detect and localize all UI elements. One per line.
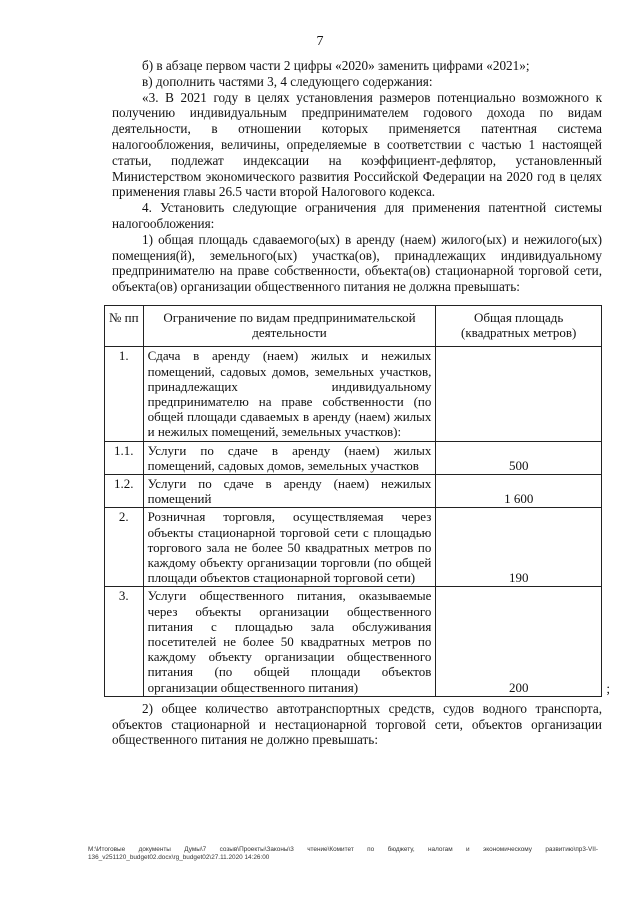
paragraph-part-3: «3. В 2021 году в целях установления размеров потенциально возможного к получению индивидуальным предпринимателем годового дохода по видам деятельности, в отношении которых применяется патентная система налогообложения, величины, определяемые в соответствии с частью 1 настоящей статьи, подлежат индексации на коэффициент-дефлятор, установленный Министерством экономического развития Российской Федерации на 2020 год в целях применения главы 26.5 части второй Налогового кодекса. [112,89,602,200]
row-activity: Розничная торговля, осуществляемая через объекты стационарной торговой сети с площадью торгового зала не более 50 квадратных метров по каждому объекту организации торговли (по общей площади объектов стационарной торговой сети) [143,508,436,587]
file-path-footer: M:\Итоговые документы Думы\7 созыв\Проекты\Законы\3 чтение\Комитет по бюджету, налогам и экономическому развитию\пр3-VII-136_v251120_budget02.docx\rg_budget02\27.11.2020 14:26:00 [88,846,598,861]
row-area: 1 600 [436,474,602,507]
table-row [105,587,602,696]
row-num: 1. [105,347,144,441]
row-activity: Услуги общественного питания, оказываемые через объекты организации общественного питания с площадью зала обслуживания посетителей не более 50 квадратных метров по каждому объекту организации общественного питания (по общей площади объектов организации общественного питания) [143,587,436,696]
row-area: 200 [436,587,602,696]
row-num: 3. [105,587,144,696]
table-row [105,474,602,507]
table-row [105,347,602,441]
row-num: 1.2. [105,474,144,507]
header-num: № пп [105,305,144,346]
paragraph-item-2: 2) общее количество автотранспортных средств, судов водного транспорта, объектов стационарной и нестационарной торговой сети, объектов организации общественного питания не должно превышать: [112,700,602,748]
paragraph-v: в) дополнить частями 3, 4 следующего содержания: [142,73,433,89]
header-area: Общая площадь (квадратных метров) [436,305,602,346]
table-trailing-semicolon: ; [606,680,610,696]
table-row [105,441,602,474]
row-area [436,347,602,441]
table-row [105,508,602,587]
paragraph-part-4: 4. Установить следующие ограничения для применения патентной системы налогообложения: [112,200,602,231]
row-activity: Сдача в аренду (наем) жилых и нежилых помещений, садовых домов, земельных участков, принадлежащих индивидуальному предпринимателю на праве собственности (по общей площади сдаваемых в аренду (наем) жилых и нежилых помещений, земельных участков): [143,347,436,441]
table-header-row [105,305,602,346]
paragraph-item-1: 1) общая площадь сдаваемого(ых) в аренду (наем) жилого(ых) и нежилого(ых) помещения(й), земельного(ых) участка(ов), принадлежащих индивидуальному предпринимателю на праве собственности, объекта(ов) стационарной торговой сети, объекта(ов) организации общественного питания не должна превышать: [112,231,602,295]
document-body [109,58,610,748]
row-num: 1.1. [105,441,144,474]
page-number: 7 [316,34,324,49]
row-num: 2. [105,508,144,587]
row-activity: Услуги по сдаче в аренду (наем) жилых помещений, садовых домов, земельных участков [143,441,436,474]
header-activity: Ограничение по видам предпринимательской деятельности [143,305,436,346]
row-activity: Услуги по сдаче в аренду (наем) нежилых помещений [143,474,436,507]
row-area: 190 [436,508,602,587]
limits-table [104,305,602,697]
row-area: 500 [436,441,602,474]
paragraph-b: б) в абзаце первом части 2 цифры «2020» заменить цифрами «2021»; [142,58,530,73]
